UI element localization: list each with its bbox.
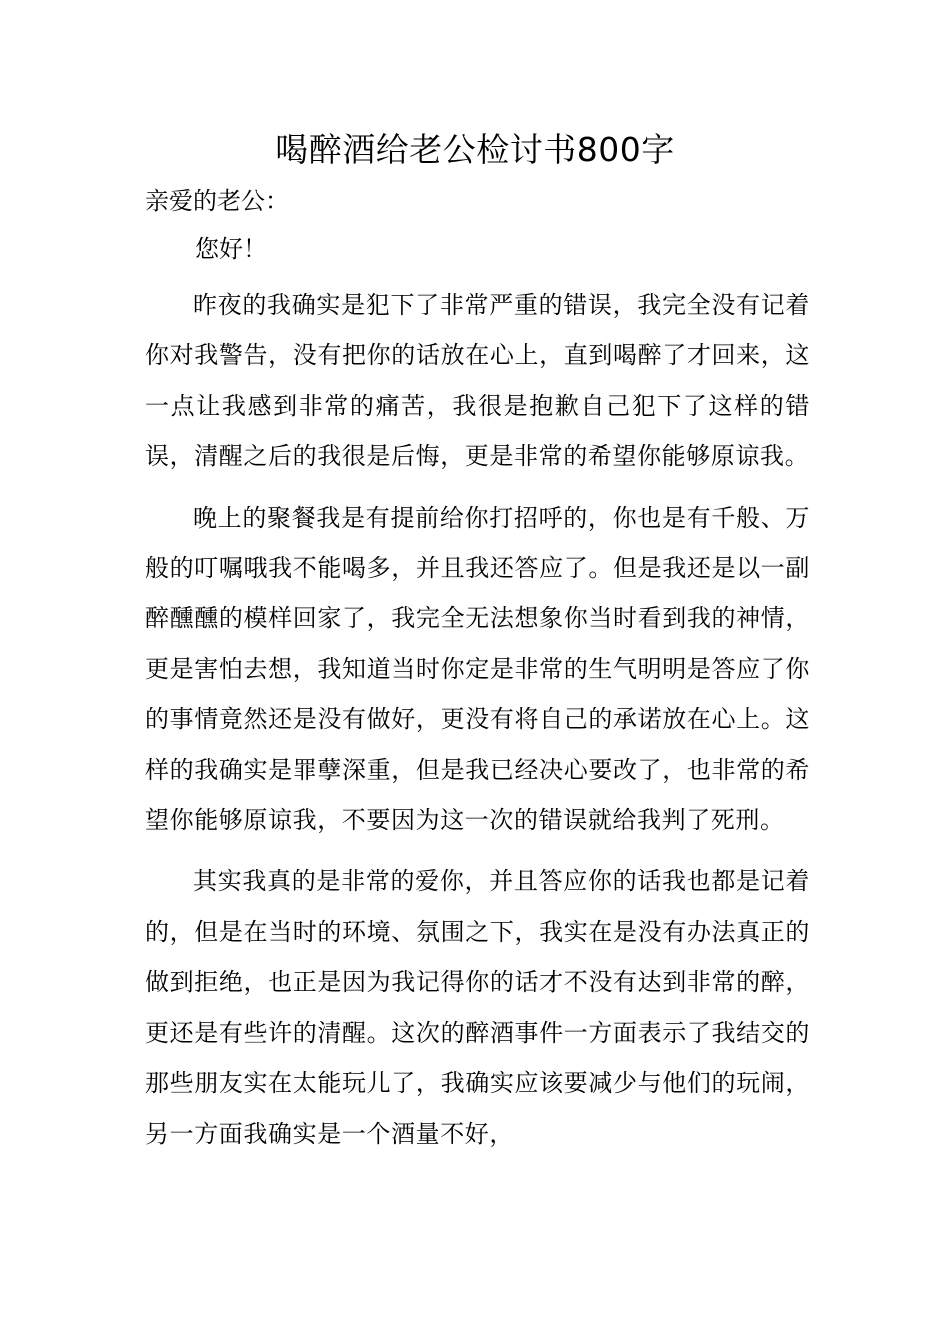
greeting: 您好！ [195, 235, 267, 263]
paragraph-1: 昨夜的我确实是犯下了非常严重的错误，我完全没有记着你对我警告，没有把你的话放在心上，直到喝醉了才回来，这一点让我感到非常的痛苦，我很是抱歉自己犯下了这样的错误，清醒之后的我很是后悔，更是非常的希望你能够原谅我。 [145, 291, 810, 471]
paragraph-3: 其实我真的是非常的爱你，并且答应你的话我也都是记着的，但是在当时的环境、氛围之下，我实在是没有办法真正的做到拒绝，也正是因为我记得你的话才不没有达到非常的醉，更还是有些许的清醒。这次的醉酒事件一方面表示了我结交的那些朋友实在太能玩儿了，我确实应该要减少与他们的玩闹，另一方面我确实是一个酒量不好， [145, 867, 810, 1148]
paragraph-2: 晚上的聚餐我是有提前给你打招呼的，你也是有千般、万般的叮嘱哦我不能喝多，并且我还答应了。但是我还是以一副醉醺醺的模样回家了，我完全无法想象你当时看到我的神情，更是害怕去想，我知道当时你定是非常的生气明明是答应了你的事情竟然还是没有做好，更没有将自己的承诺放在心上。这样的我确实是罪孽深重，但是我已经决心要改了，也非常的希望你能够原谅我，不要因为这一次的错误就给我判了死刑。 [145, 503, 810, 835]
letter-body [145, 280, 810, 1170]
salutation: 亲爱的老公： [145, 187, 289, 215]
document-title: 喝醉酒给老公检讨书800字 [275, 130, 675, 169]
